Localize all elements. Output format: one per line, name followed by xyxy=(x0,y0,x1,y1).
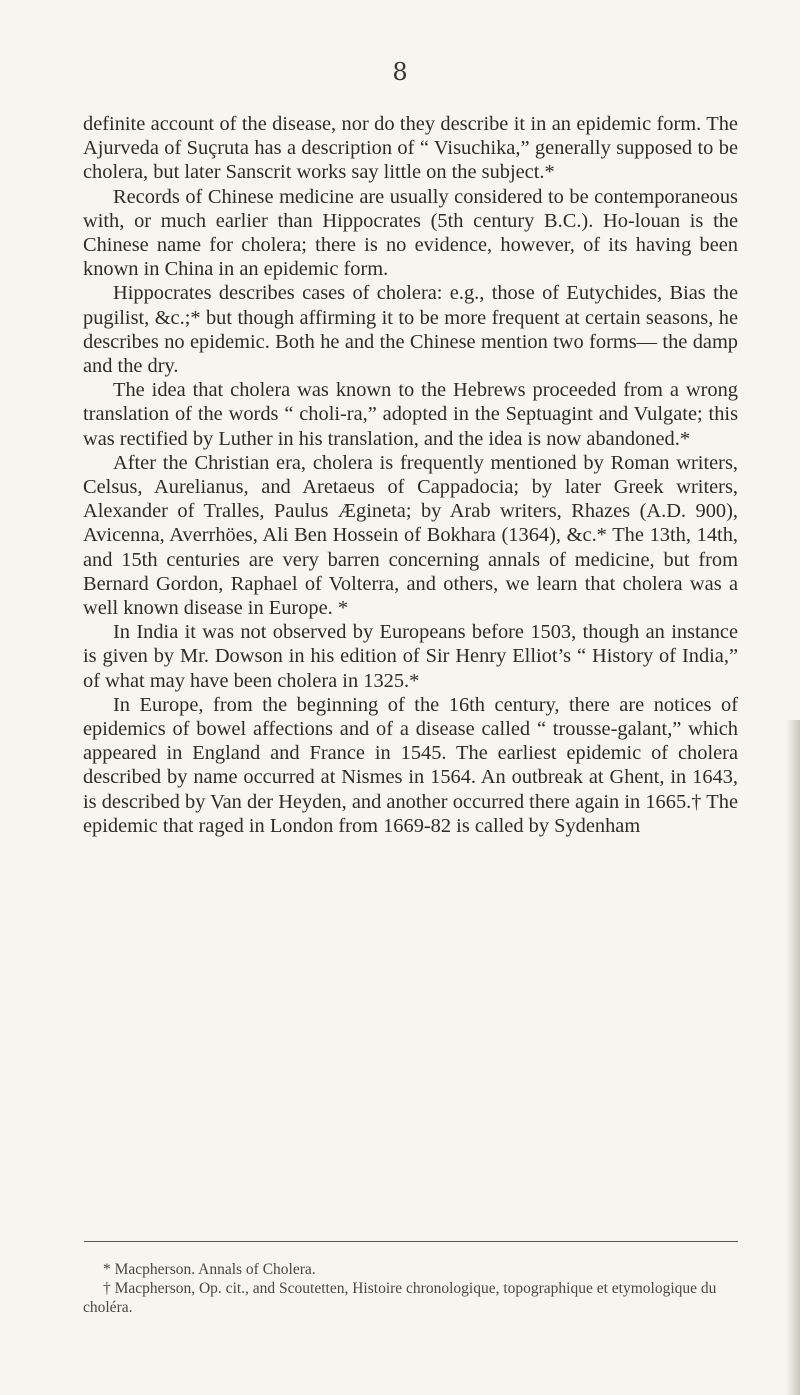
paragraph: After the Christian era, cholera is frequently mentioned by Roman writers, Celsus, Aurelianus, and Aretaeus of Cappadocia; by later Greek writers, Alexander of Tralles, Paulus Ægineta; by Arab writers, Rhazes (A.D. 900), Avicenna, Averrhöes, Ali Ben Hossein of Bokhara (1364), &c.* The 13th, 14th, and 15th centuries are very barren concerning annals of medicine, but from Bernard Gordon, Raphael of Volterra, and others, we learn that cholera was a well known disease in Europe. * xyxy=(83,451,738,620)
footnote-divider xyxy=(84,1241,738,1242)
paragraph: In Europe, from the beginning of the 16th century, there are notices of epidemics of bowel affections and of a disease called “ trousse-galant,” which appeared in England and France in 1545. The earliest epidemic of cholera described by name occurred at Nismes in 1564. An outbreak at Ghent, in 1643, is described by Van der Heyden, and another occurred there again in 1665.† The epidemic that raged in London from 1669-82 is called by Sydenham xyxy=(83,693,738,837)
footnotes xyxy=(83,1260,738,1317)
paragraph: The idea that cholera was known to the Hebrews proceeded from a wrong translation of the words “ choli-ra,” adopted in the Septuagint and Vulgate; this was rectified by Luther in his translation, and the idea is now abandoned.* xyxy=(83,379,738,450)
footnote: † Macpherson, Op. cit., and Scoutetten, Histoire chronologique, topographique et etymologique du choléra. xyxy=(83,1280,717,1316)
paragraph: In India it was not observed by Europeans before 1503, though an instance is given by Mr. Dowson in his edition of Sir Henry Elliot’s “ History of India,” of what may have been cholera in 1325.* xyxy=(83,621,738,692)
footnote: * Macpherson. Annals of Cholera. xyxy=(103,1261,316,1278)
paragraph: Hippocrates describes cases of cholera: e.g., those of Eutychides, Bias the pugilist, &c.;* but though affirming it to be more frequent at certain seasons, he describes no epidemic. Both he and the Chinese mention two forms— the damp and the dry. xyxy=(83,282,738,378)
paragraph: definite account of the disease, nor do they describe it in an epidemic form. The Ajurveda of Suçruta has a description of “ Visuchika,” generally supposed to be cholera, but later Sanscrit works say little on the subject.* xyxy=(83,113,738,184)
page-edge-shadow xyxy=(786,720,800,1395)
page-number: 8 xyxy=(392,58,408,86)
paragraph: Records of Chinese medicine are usually considered to be contemporaneous with, or much earlier than Hippocrates (5th century B.C.). Ho-louan is the Chinese name for cholera; there is no evidence, however, of its having been known in China in an epidemic form. xyxy=(83,185,738,281)
body-text xyxy=(83,112,738,838)
